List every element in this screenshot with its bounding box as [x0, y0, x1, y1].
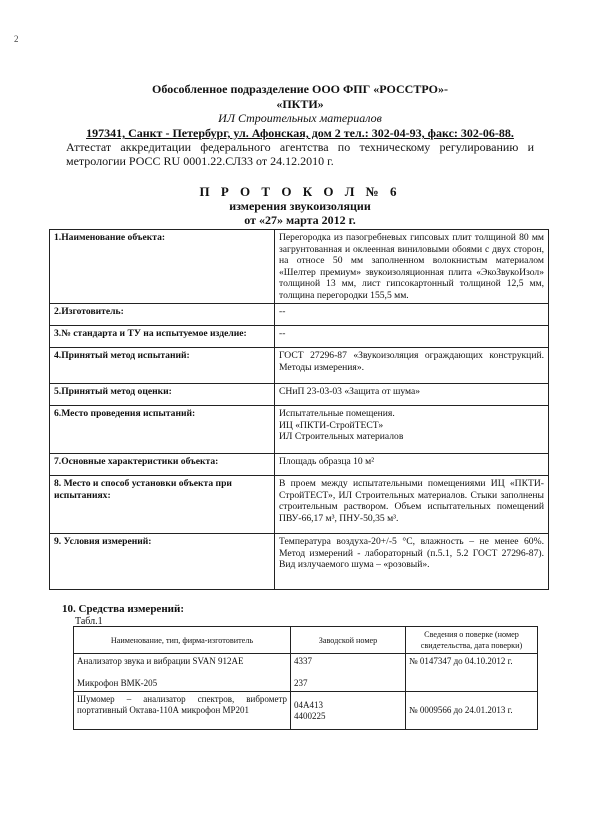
row-label: 2.Изготовитель: — [50, 304, 275, 326]
row-value: Перегородка из пазогребневых гипсовых плит толщиной 80 мм загрунтованная и оклеенная виниловыми обоями с двух сторон, на относе 50 мм заполненном волокнистым материалом «Шелтер премиум» звукоизоляционная плита «ЭкоЗвукоИзол» толщиной 13 мм, лист гипсокартонный толщиной 12,5 мм, толщина перегородки 155,5 мм. — [275, 230, 549, 304]
serial-line: 237 — [294, 678, 308, 688]
row-label: 4.Принятый метод испытаний: — [50, 348, 275, 384]
table-row — [50, 384, 549, 406]
table-row — [50, 534, 549, 590]
table-caption: Табл.1 — [75, 616, 103, 627]
protocol-subject: измерения звукоизоляции — [229, 199, 371, 213]
row-value: ГОСТ 27296-87 «Звукоизоляция ограждающих конструкций. Методы измерения». — [275, 348, 549, 384]
column-header: Сведения о поверке (номер свидетельства, дата поверки) — [406, 627, 538, 654]
org-name-line1: Обособленное подразделение ООО ФПГ «РОССТРО»- — [152, 82, 448, 96]
table-row — [50, 454, 549, 476]
row-label: 5.Принятый метод оценки: — [50, 384, 275, 406]
table-row — [50, 304, 549, 326]
org-name-line2: «ПКТИ» — [276, 97, 324, 111]
serial-line: 4337 — [294, 656, 312, 666]
protocol-title: П Р О Т О К О Л № 6 — [199, 184, 401, 199]
address-line: 197341, Санкт - Петербург, ул. Афонская, дом 2 тел.: 302-04-93, факс: 302-06-88. — [86, 126, 514, 140]
row-label: 8. Место и способ установки объекта при испытаниях: — [50, 476, 275, 534]
lab-name: ИЛ Строительных материалов — [218, 111, 382, 125]
table-header-row — [74, 627, 538, 654]
object-info-table — [49, 229, 549, 590]
column-header: Заводской номер — [291, 627, 406, 654]
row-label: 7.Основные характеристики объекта: — [50, 454, 275, 476]
row-value — [275, 406, 549, 454]
table-row — [50, 348, 549, 384]
column-header: Наименование, тип, фирма-изготовитель — [74, 627, 291, 654]
serial-number — [291, 654, 406, 692]
name-line — [77, 667, 287, 678]
name-line: Анализатор звука и вибрации SVAN 912AE — [77, 656, 244, 666]
instrument-name — [74, 654, 291, 692]
table-row — [74, 692, 538, 730]
serial-number — [291, 692, 406, 730]
serial-line: 04А413 — [294, 699, 323, 710]
serial-line: 4400225 — [294, 710, 326, 721]
verification-info: № 0147347 до 04.10.2012 г. — [406, 654, 538, 692]
protocol-date: от «27» марта 2012 г. — [244, 213, 356, 227]
table-row — [50, 230, 549, 304]
row-value: СНиП 23-03-03 «Защита от шума» — [275, 384, 549, 406]
instruments-table — [73, 626, 538, 730]
row-value: В проем между испытательными помещениями ИЦ «ПКТИ-СтройТЕСТ», ИЛ Строительных материалов. Стыки заполнены строительным раствором. Объем испытательных помещений ПВУ-66,17 м³, ПНУ-50,35 м³. — [275, 476, 549, 534]
row-label: 9. Условия измерений: — [50, 534, 275, 590]
row-value: -- — [275, 326, 549, 348]
instrument-name: Шумомер – анализатор спектров, виброметр портативный Октава-110А микрофон МР201 — [74, 692, 291, 730]
table-row — [74, 654, 538, 692]
value-line: ИЦ «ПКТИ-СтройТЕСТ» — [279, 419, 384, 431]
value-line: ИЛ Строительных материалов — [279, 431, 404, 442]
row-label: 1.Наименование объекта: — [50, 230, 275, 304]
value-line: Испытательные помещения. — [279, 408, 395, 419]
serial-line — [294, 667, 402, 678]
verification-info: № 0009566 до 24.01.2013 г. — [406, 692, 538, 730]
row-value: Температура воздуха-20+/-5 °С, влажность – не менее 60%. Метод измерений - лабораторный (п.5.1, 5.2 ГОСТ 27296-87). Вид излучаемого шума – «розовый». — [275, 534, 549, 590]
accreditation-text: Аттестат аккредитации федерального агентства по техническому регулированию и метрологии РОСС RU 0001.22.СЛ33 от 24.12.2010 г. — [66, 140, 534, 168]
row-label: 3.№ стандарта и ТУ на испытуемое изделие: — [50, 326, 275, 348]
table-row — [50, 326, 549, 348]
section-10-heading: 10. Средства измерений: — [62, 603, 184, 615]
row-label: 6.Место проведения испытаний: — [50, 406, 275, 454]
table-row — [50, 406, 549, 454]
corner-mark: 2 — [14, 34, 19, 44]
row-value: Площадь образца 10 м² — [275, 454, 549, 476]
table-row — [50, 476, 549, 534]
row-value: -- — [275, 304, 549, 326]
name-line: Микрофон ВМК-205 — [77, 678, 158, 688]
